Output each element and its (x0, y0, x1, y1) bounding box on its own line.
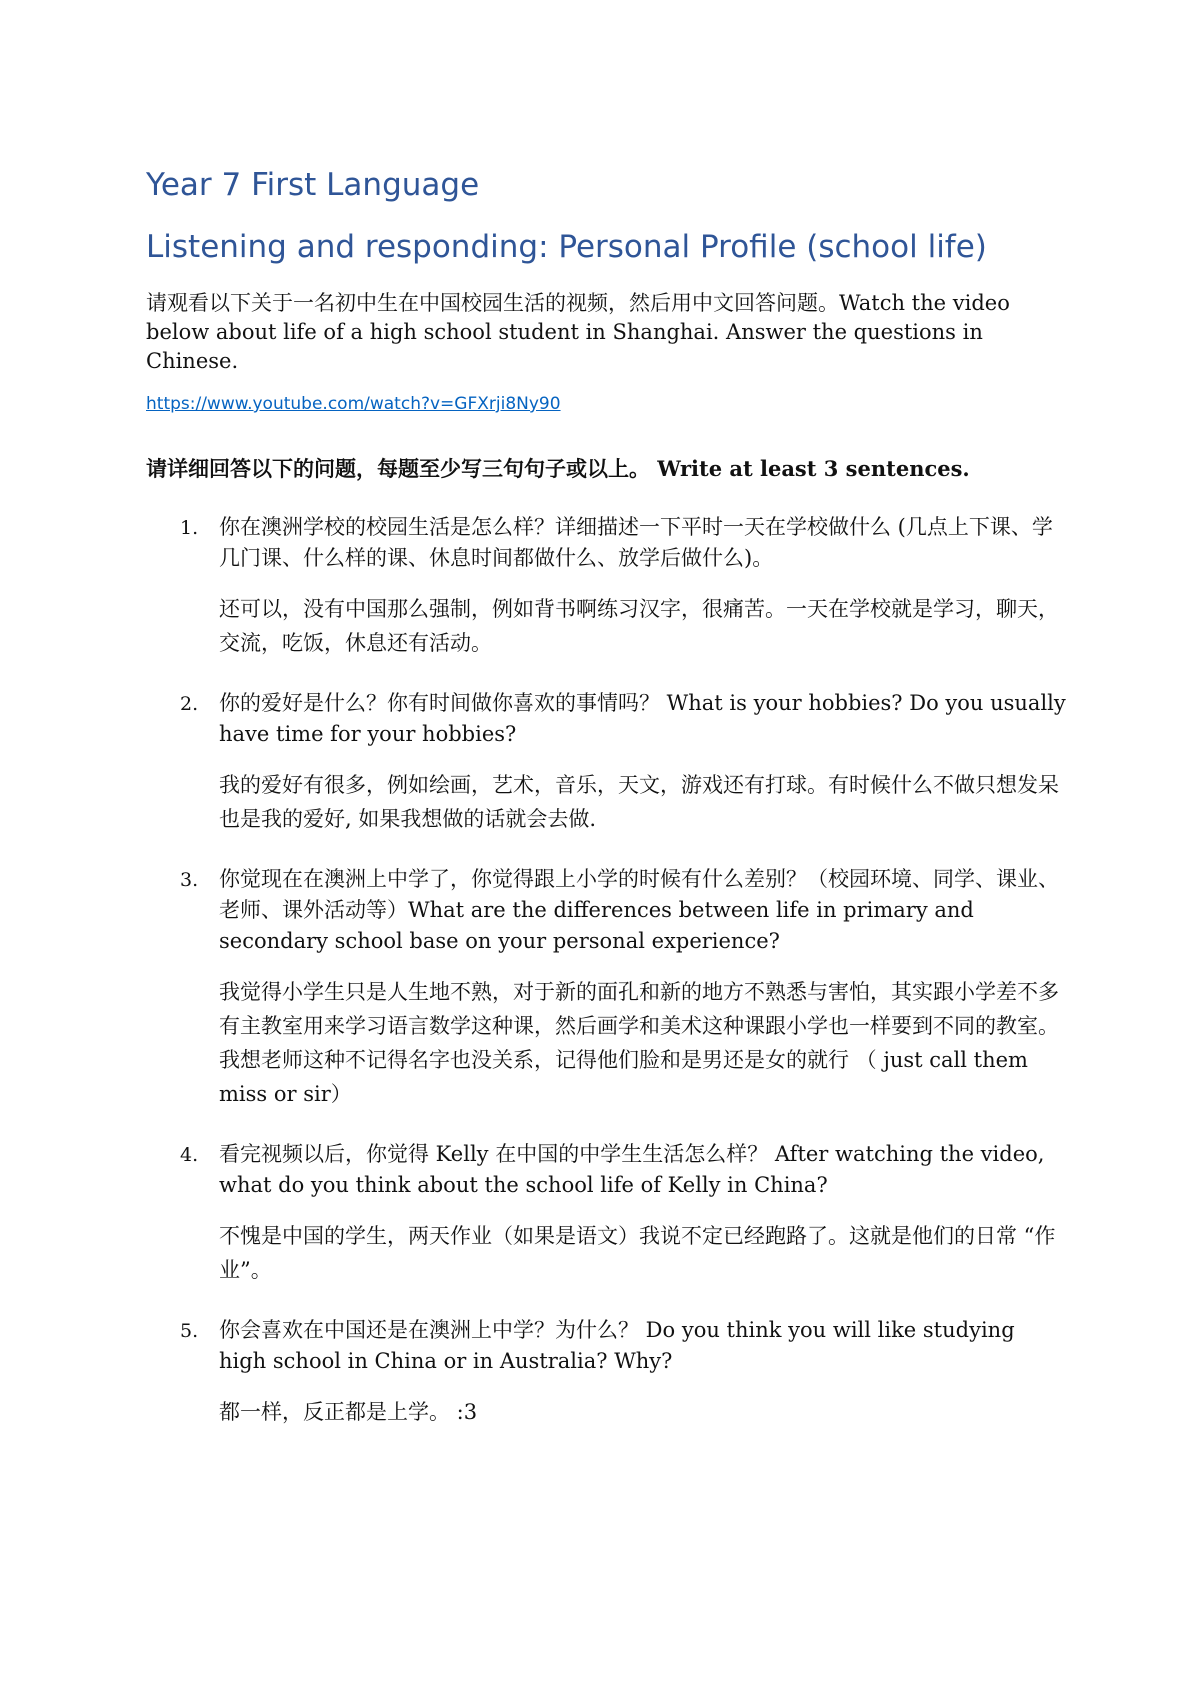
question-text: 看完视频以后，你觉得 Kelly 在中国的中学生生活怎么样？ After watching the video, what do you think about the school life of Kelly in China? (219, 1142, 1045, 1197)
answer-text: 都一样，反正都是上学。 :3 (219, 1400, 478, 1424)
question-number: 4. (180, 1144, 199, 1166)
question-item (146, 512, 1066, 660)
answer-text: 还可以，没有中国那么强制，例如背书啊练习汉字，很痛苦。一天在学校就是学习，聊天，交流，吃饭，休息还有活动。 (219, 597, 1059, 655)
question-text: 你在澳洲学校的校园生活是怎么样？详细描述一下平时一天在学校做什么 (几点上下课、学几门课、什么样的课、休息时间都做什么、放学后做什么)。 (219, 515, 1053, 570)
question-text: 你觉现在在澳洲上中学了，你觉得跟上小学的时候有什么差别？（校园环境、同学、课业、老师、课外活动等）What are the differences between life in primary and secondary school base on your personal experience? (219, 867, 1059, 953)
instructions: 请详细回答以下的问题，每题至少写三句句子或以上。 Write at least 3 sentences. (146, 456, 970, 481)
question-number: 1. (180, 517, 199, 539)
question-number: 3. (180, 869, 199, 891)
question-list (146, 512, 1066, 1429)
page-subtitle: Listening and responding: Personal Profile (school life) (146, 229, 987, 265)
document-content (146, 165, 1066, 1457)
question-item (146, 864, 1066, 1111)
page-title: Year 7 First Language (146, 167, 480, 203)
video-link[interactable]: https://www.youtube.com/watch?v=GFXrji8Ny90 (146, 394, 561, 414)
answer-text: 我觉得小学生只是人生地不熟，对于新的面孔和新的地方不熟悉与害怕，其实跟小学差不多有主教室用来学习语言数学这种课，然后画学和美术这种课跟小学也一样要到不同的教室。我想老师这种不记得名字也没关系，记得他们脸和是男还是女的就行 （ just call them miss or sir） (219, 980, 1059, 1106)
question-item (146, 1139, 1066, 1287)
intro-text: 请观看以下关于一名初中生在中国校园生活的视频，然后用中文回答问题。Watch the video below about life of a high school student in Shanghai. Answer the questions in Chinese. (146, 291, 1010, 373)
question-item (146, 1315, 1066, 1429)
question-number: 2. (180, 693, 199, 715)
answer-text: 不愧是中国的学生，两天作业（如果是语文）我说不定已经跑路了。这就是他们的日常 “作业”。 (219, 1224, 1056, 1282)
question-number: 5. (180, 1320, 199, 1342)
question-item (146, 688, 1066, 836)
question-text: 你会喜欢在中国还是在澳洲上中学？为什么？ Do you think you will like studying high school in China or in Australia? Why? (219, 1318, 1015, 1373)
question-text: 你的爱好是什么？你有时间做你喜欢的事情吗？ What is your hobbies? Do you usually have time for your hobbies? (219, 691, 1066, 746)
answer-text: 我的爱好有很多，例如绘画，艺术，音乐，天文，游戏还有打球。有时候什么不做只想发呆也是我的爱好, 如果我想做的话就会去做. (219, 773, 1059, 831)
